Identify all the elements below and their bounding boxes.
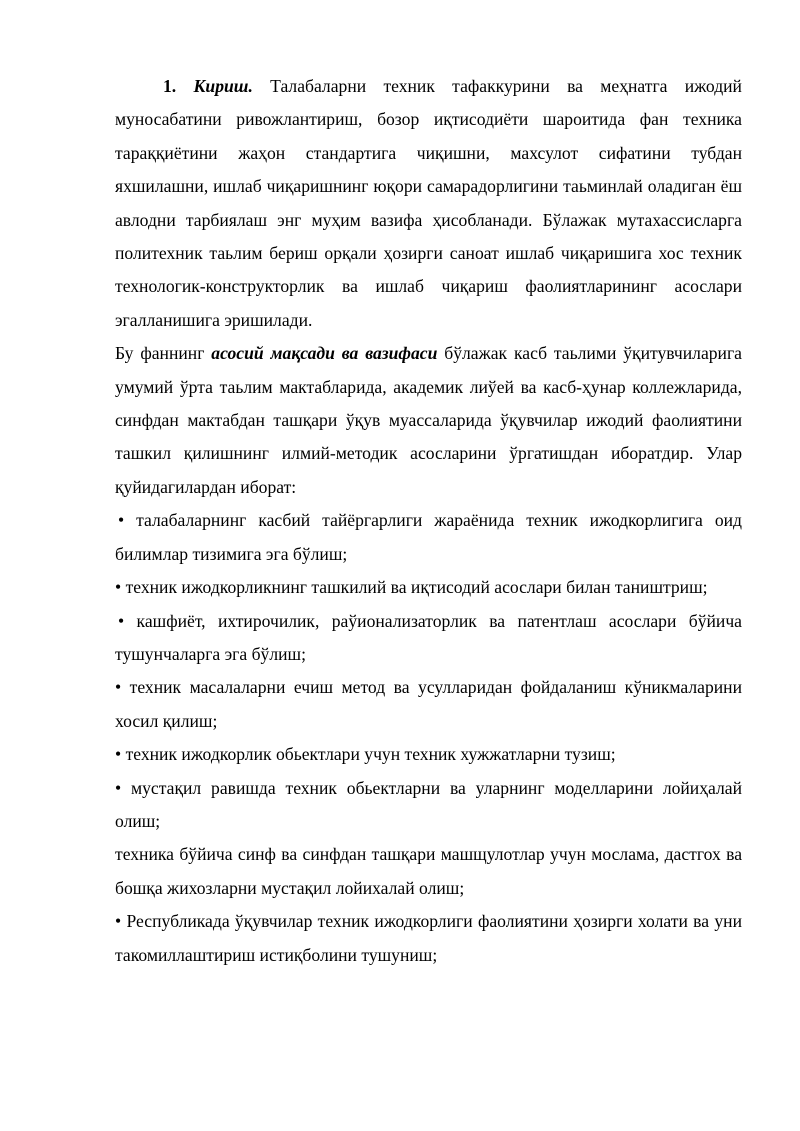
list-item-text: техник ижодкорлик обьектлари учун техник хужжатларни тузиш; (121, 744, 616, 765)
goal-emphasis: асосий мақсади ва вазифаси (211, 343, 438, 364)
document-page (115, 70, 742, 972)
section-number: 1. (163, 76, 177, 96)
bullet-icon: • (115, 777, 122, 798)
list-item (115, 738, 742, 771)
list-item (115, 605, 742, 672)
list-item (115, 504, 742, 571)
list-item (115, 905, 742, 972)
list-item-text: Республикада ўқувчилар техник ижодкорлиги фаолиятини ҳозирги холати ва уни такомиллаштириш истиқболини тушуниш; (115, 911, 742, 965)
list-item (115, 671, 742, 738)
goal-paragraph (115, 337, 742, 504)
intro-text: Талабаларни техник тафаккурини ва меҳнатга ижодий муносабатини ривожлантириш, бозор иқтисодиёти шароитида фан техника тараққиётини жаҳон стандартига чиқишни, махсулот сифатини тубдан яхшилашни, ишлаб чиқаришнинг юқори самарадорлигини таьминлай оладиган ёш авлодни тарбиялаш энг муҳим вазифа ҳисобланади. Бўлажак мутахассисларга политехник таьлим бериш орқали ҳозирги саноат ишлаб чиқаришига хос техник технологик-конструкторлик ва ишлаб чиқариш фаолиятларининг асослари эгалланишига эришилади. (115, 76, 742, 330)
bullet-icon: • (115, 677, 122, 698)
bullet-icon: • (115, 911, 122, 932)
bullet-icon: • (115, 577, 122, 598)
section-heading: Кириш. (193, 76, 253, 96)
list-item (115, 838, 742, 905)
bullet-icon: • (118, 510, 125, 531)
list-item-text: техника бўйича синф ва синфдан ташқари машщулотлар учун мослама, дастгох ва бошқа жихозларни мустақил лойихалай олиш; (115, 844, 742, 898)
goal-prefix: Бу фаннинг (115, 343, 212, 364)
bullet-icon: • (118, 610, 125, 631)
list-item-text: кашфиёт, ихтирочилик, раўионализаторлик ва патентлаш асослари бўйича тушунчаларга эга бўлиш; (115, 610, 742, 664)
list-item-text: техник ижодкорликнинг ташкилий ва иқтисодий асослари билан таништриш; (121, 577, 708, 598)
list-item-text: талабаларнинг касбий тайёргарлиги жараёнида техник ижодкорлигига оид билимлар тизимига эга бўлиш; (115, 510, 742, 564)
bullet-icon: • (115, 744, 122, 765)
intro-paragraph (115, 70, 742, 337)
list-item-text: техник масалаларни ечиш метод ва усулларидан фойдаланиш кўникмаларини хосил қилиш; (115, 677, 742, 731)
goal-suffix: бўлажак касб таьлими ўқитувчиларига умумий ўрта таьлим мактабларида, академик лиўей ва касб-ҳунар коллежларида, синфдан мактабдан ташқари ўқув муассаларида ўқувчилар ижодий фаолиятини ташкил қилишнинг илмий-методик асосларини ўргатишдан иборатдир. Улар қуйидагилардан иборат: (115, 343, 742, 497)
list-item-text: мустақил равишда техник обьектларни ва уларнинг моделларини лойиҳалай олиш; (115, 777, 742, 831)
list-item (115, 571, 742, 604)
list-item (115, 772, 742, 839)
